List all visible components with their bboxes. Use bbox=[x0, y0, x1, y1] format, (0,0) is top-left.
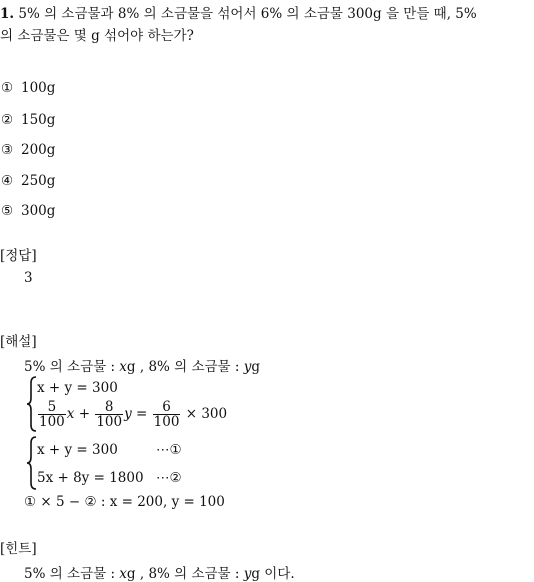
system-2-eq-1 bbox=[37, 442, 118, 458]
equals-sign: = bbox=[131, 406, 152, 423]
answer-label: [정답] bbox=[0, 248, 37, 264]
sys2-eq1-text: x + y = 300 bbox=[37, 442, 118, 458]
system-1-eq-1: x + y = 300 bbox=[37, 380, 118, 396]
hint-text-c: g 이다. bbox=[251, 566, 295, 582]
hint-text bbox=[24, 562, 295, 582]
intro-var-y: y bbox=[243, 359, 252, 375]
choice-5-mark: ⑤ bbox=[1, 203, 14, 219]
choice-4-mark: ④ bbox=[1, 173, 14, 189]
hint-label: [힌트] bbox=[0, 541, 37, 557]
fraction-8-100 bbox=[95, 400, 123, 429]
intro-text-b: g , 8% 의 소금물 : bbox=[126, 359, 244, 375]
fraction-5-100 bbox=[38, 400, 66, 429]
choice-3[interactable] bbox=[1, 142, 55, 158]
choice-2[interactable] bbox=[1, 112, 55, 128]
hint-var-y: y bbox=[243, 566, 252, 582]
question-line-1 bbox=[0, 2, 477, 22]
explanation-label: [해설] bbox=[0, 334, 37, 350]
var-y: y bbox=[124, 406, 132, 423]
choice-3-text: 200g bbox=[21, 142, 56, 158]
plus-sign: + bbox=[74, 406, 95, 423]
choice-5-text: 300g bbox=[21, 203, 56, 219]
system-1-eq-2 bbox=[37, 400, 227, 429]
frac-num: 6 bbox=[153, 400, 181, 415]
hint-var-x: x bbox=[119, 566, 127, 582]
system-2-eq-2: 5x + 8y = 1800 bbox=[37, 470, 144, 486]
intro-var-x: x bbox=[119, 359, 127, 375]
var-x: x bbox=[66, 406, 75, 423]
explanation-intro bbox=[24, 355, 260, 375]
intro-text-a: 5% 의 소금물 : bbox=[24, 359, 120, 375]
frac-den: 100 bbox=[153, 414, 180, 431]
intro-text-c: g bbox=[251, 359, 261, 375]
system-2-eq-2-tag: ⋯② bbox=[156, 470, 182, 486]
frac-den: 100 bbox=[96, 414, 123, 431]
choice-2-text: 150g bbox=[21, 112, 56, 128]
explanation-result: ① × 5 − ② : x = 200, y = 100 bbox=[24, 494, 225, 510]
frac-num: 8 bbox=[95, 400, 123, 415]
question-line-2 bbox=[0, 24, 194, 44]
frac-den: 100 bbox=[39, 414, 65, 431]
choice-2-mark: ② bbox=[1, 112, 14, 128]
choice-4[interactable] bbox=[1, 173, 55, 189]
question-text-1: 5% 의 소금물과 8% 의 소금물을 섞어서 6% 의 소금물 300g 을 만들 때, 5% bbox=[18, 6, 477, 22]
choice-3-mark: ③ bbox=[1, 142, 14, 158]
fraction-6-100 bbox=[153, 400, 181, 429]
choice-1-text: 100g bbox=[21, 80, 56, 96]
hint-text-b: g , 8% 의 소금물 : bbox=[126, 566, 244, 582]
frac-num: 5 bbox=[38, 400, 66, 415]
question-text-2: 의 소금물은 몇 g 섞어야 하는가? bbox=[0, 28, 194, 44]
choice-1-mark: ① bbox=[1, 80, 14, 96]
choice-1[interactable] bbox=[1, 80, 55, 96]
answer-value: 3 bbox=[24, 270, 33, 286]
hint-text-a: 5% 의 소금물 : bbox=[24, 566, 120, 582]
question-number: 1. bbox=[0, 6, 15, 22]
choice-4-text: 250g bbox=[21, 173, 56, 189]
times-300: × 300 bbox=[181, 406, 228, 423]
system-2-eq-1-tag: ⋯① bbox=[156, 442, 182, 458]
choice-5[interactable] bbox=[1, 203, 55, 219]
